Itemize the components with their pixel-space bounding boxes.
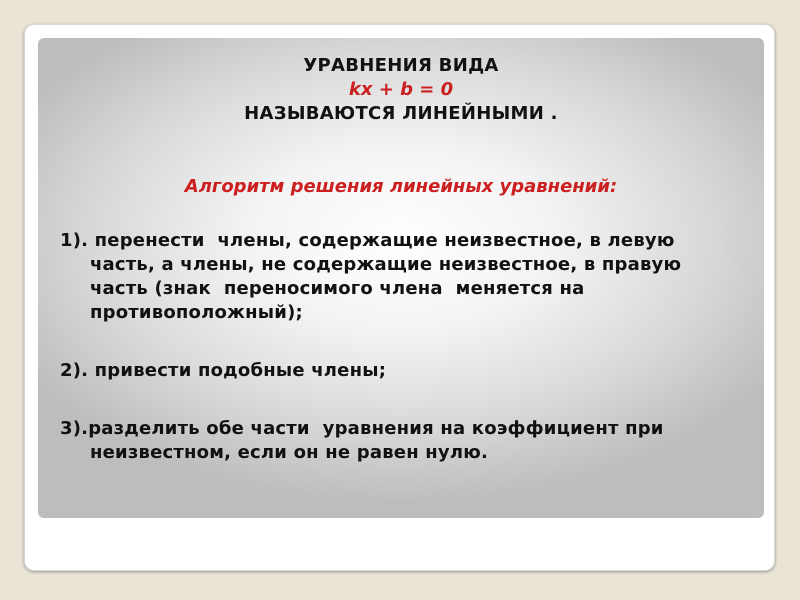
step-item: 3).разделить обе части уравнения на коэффициент при неизвестном, если он не равен нулю.: [60, 418, 671, 463]
algorithm-steps: [60, 229, 744, 499]
step-item: 1). перенести члены, содержащие неизвестное, в левую часть, а члены, не содержащие неизвестное, в правую часть (знак переносимого члена меняется на противоположный);: [60, 230, 688, 323]
algorithm-heading: Алгоритм решения линейных уравнений:: [184, 176, 618, 197]
slide-title-top: УРАВНЕНИЯ ВИДА: [303, 55, 499, 76]
step-item: 2). привести подобные члены;: [60, 360, 387, 381]
equation-formula: kx + b = 0: [348, 79, 454, 100]
slide-title-bottom: НАЗЫВАЮТСЯ ЛИНЕЙНЫМИ .: [244, 103, 558, 124]
content-panel: [38, 38, 764, 518]
slide-header: [38, 54, 764, 126]
